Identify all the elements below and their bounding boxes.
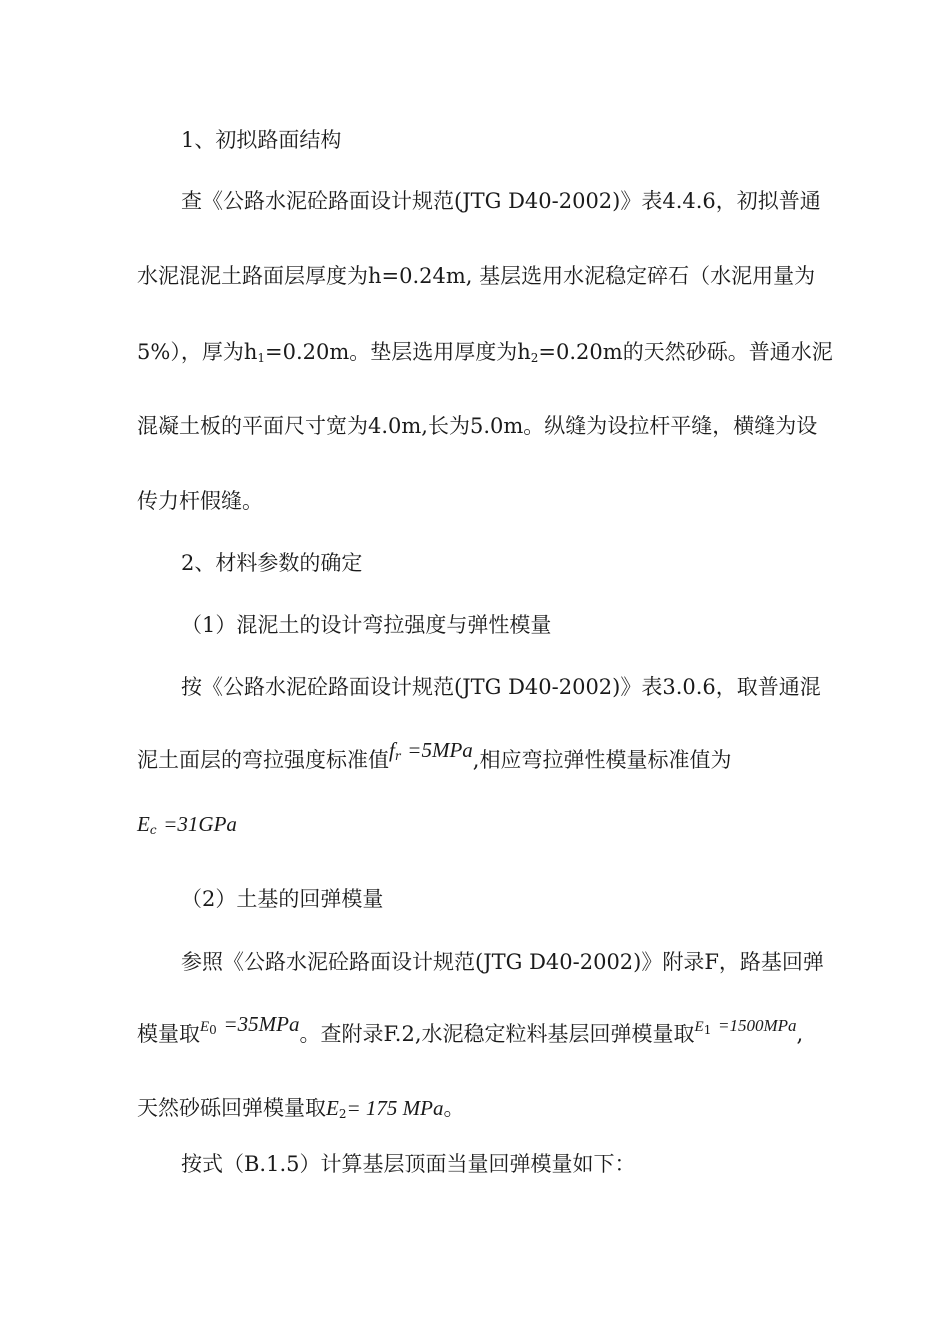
subheading-concrete: （1）混泥土的设计弯拉强度与弹性模量 xyxy=(181,613,552,637)
paragraph-line: 按式（B.1.5）计算基层顶面当量回弹模量如下： xyxy=(181,1152,636,1176)
formula-e2: $E_2= 175$ MPa xyxy=(326,1096,444,1121)
formula-ec: $E_c =31GPa$ xyxy=(137,812,237,837)
heading-initial-structure: 1、初拟路面结构 xyxy=(181,128,342,152)
paragraph-line: 混凝土板的平面尺寸宽为4.0m,长为5.0m。纵缝为设拉杆平缝，横缝为设 xyxy=(137,414,818,438)
formula-e1: $E_1 =1500MPa$ xyxy=(694,1016,797,1037)
paragraph-line: 模量取$E_0 =35MPa$。查附录F.2,水泥稳定粒料基层回弹模量取$E_1 =1500MPa$, xyxy=(137,1012,804,1046)
heading-material-params: 2、材料参数的确定 xyxy=(181,551,363,575)
paragraph-line: 水泥混泥土路面层厚度为h=0.24m, 基层选用水泥稳定碎石（水泥用量为 xyxy=(137,264,816,288)
formula-e0: $E_0 =35MPa$ xyxy=(200,1012,300,1037)
subscript: 1 xyxy=(257,351,265,365)
paragraph-line: 按《公路水泥砼路面设计规范(JTG D40-2002)》表3.0.6，取普通混 xyxy=(181,675,821,699)
paragraph-line: 5%），厚为$h_1=0.20m$。垫层选用厚度为$h_2=0.20m$的天然砂砾。普通水泥 xyxy=(137,340,833,365)
formula-fr: $f_r =5MPa$ xyxy=(389,738,473,763)
paragraph-line: 查《公路水泥砼路面设计规范(JTG D40-2002)》表4.4.6，初拟普通 xyxy=(181,189,821,213)
paragraph-line: 参照《公路水泥砼路面设计规范(JTG D40-2002)》附录F，路基回弹 xyxy=(181,950,824,974)
paragraph-line: 天然砂砾回弹模量取$E_2= 175$ MPa。 xyxy=(137,1096,465,1121)
paragraph-line: 泥土面层的弯拉强度标准值$f_r =5MPa$,相应弯拉弹性模量标准值为 xyxy=(137,738,732,772)
paragraph-line: 传力杆假缝。 xyxy=(137,489,263,513)
subscript: 2 xyxy=(530,351,539,365)
subheading-subgrade: （2）土基的回弹模量 xyxy=(181,887,384,911)
